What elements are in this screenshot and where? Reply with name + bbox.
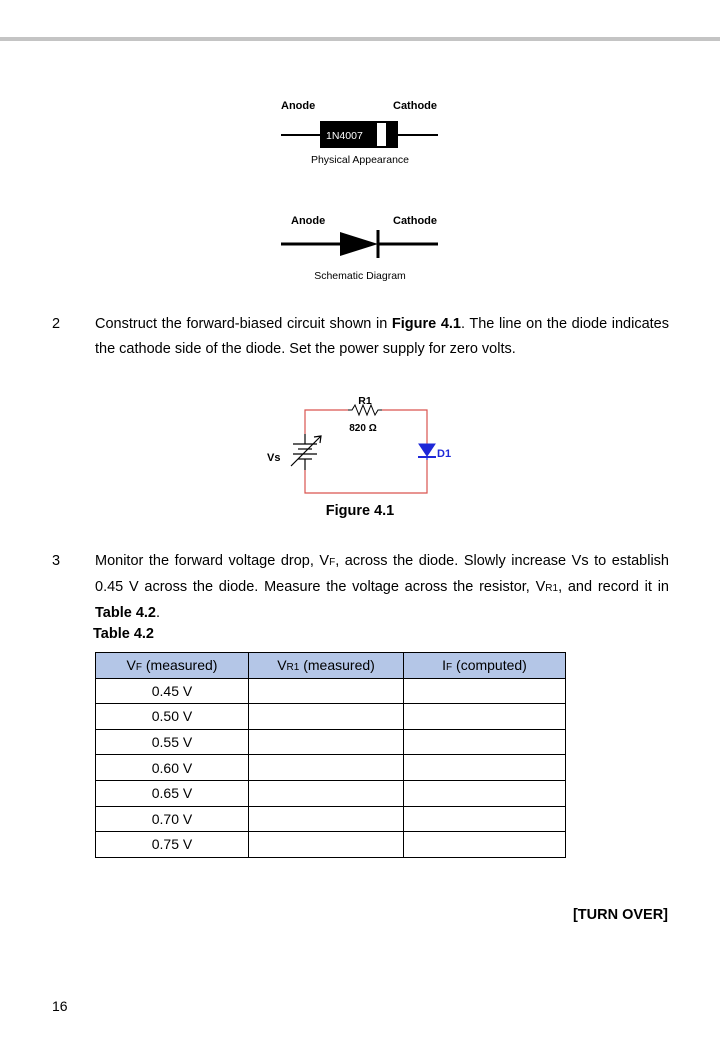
table-row [96, 678, 566, 704]
table-row [96, 832, 566, 858]
page-number: 16 [52, 998, 68, 1014]
vf-cell: 0.75 V [96, 832, 249, 858]
d1-triangle [419, 444, 435, 456]
vr1-cell[interactable] [249, 832, 404, 858]
schematic-caption: Schematic Diagram [314, 270, 406, 282]
vr1-cell[interactable] [249, 755, 404, 781]
diode-d1-symbol [418, 444, 436, 460]
vf-cell: 0.55 V [96, 729, 249, 755]
if-cell[interactable] [404, 729, 566, 755]
schematic-anode-label: Anode [291, 215, 326, 227]
physical-anode-label: Anode [281, 100, 316, 112]
figure-4-1-reference: Figure 4.1 [391, 316, 461, 332]
header-vr1: VR1 (measured) [249, 653, 404, 679]
diode-label: D1 [437, 448, 452, 460]
if-cell[interactable] [404, 806, 566, 832]
step-2-number: 2 [52, 316, 61, 332]
vf-cell: 0.60 V [96, 755, 249, 781]
vr1-cell[interactable] [249, 780, 404, 806]
wire-top-right [382, 410, 427, 444]
resistor-value: 820 Ω [349, 423, 377, 434]
vf-cell: 0.70 V [96, 806, 249, 832]
resistor-label: R1 [358, 395, 372, 407]
if-cell[interactable] [404, 704, 566, 730]
source-label: Vs [267, 452, 281, 464]
step-3-text: Monitor the forward voltage drop, VF, across the diode. Slowly increase Vs to establish 0.45 V across the diode. Measure the voltage across the resistor, VR1, and record it in Table 4.2. [95, 553, 669, 621]
table-header-row [96, 653, 566, 679]
vr1-cell[interactable] [249, 729, 404, 755]
table-row [96, 729, 566, 755]
cathode-band [377, 123, 386, 146]
physical-cathode-label: Cathode [393, 100, 437, 112]
if-cell[interactable] [404, 678, 566, 704]
diode-symbol-triangle [340, 232, 378, 256]
vf-cell: 0.45 V [96, 678, 249, 704]
if-cell[interactable] [404, 755, 566, 781]
schematic-cathode-label: Cathode [393, 215, 437, 227]
table-row [96, 755, 566, 781]
vr1-cell[interactable] [249, 806, 404, 832]
wire-top-left [305, 410, 348, 434]
step-2-text: Construct the forward-biased circuit shown in Figure 4.1. The line on the diode indicates the cathode side of the diode. Set the power supply for zero volts. [95, 316, 669, 357]
vr1-cell[interactable] [249, 704, 404, 730]
table-row [96, 704, 566, 730]
table-4-2-reference: Table 4.2 [95, 605, 156, 621]
table-title: Table 4.2 [93, 626, 154, 642]
table-row [96, 806, 566, 832]
diode-schematic-figure [270, 210, 450, 290]
table-row [96, 780, 566, 806]
circuit-caption: Figure 4.1 [325, 503, 395, 519]
vf-cell: 0.65 V [96, 780, 249, 806]
header-if: IF (computed) [404, 653, 566, 679]
if-cell[interactable] [404, 832, 566, 858]
physical-caption: Physical Appearance [310, 154, 410, 166]
wire-bottom [305, 460, 427, 493]
vf-cell: 0.50 V [96, 704, 249, 730]
measurement-table [95, 652, 566, 858]
if-cell[interactable] [404, 780, 566, 806]
variable-source-symbol [291, 434, 321, 470]
part-number: 1N4007 [326, 130, 363, 142]
vr1-cell[interactable] [249, 678, 404, 704]
header-rule [0, 37, 720, 41]
turn-over-label: [TURN OVER] [572, 907, 668, 923]
step-3-number: 3 [52, 553, 61, 569]
diode-physical-figure [270, 95, 450, 170]
header-vf: VF (measured) [96, 653, 249, 679]
